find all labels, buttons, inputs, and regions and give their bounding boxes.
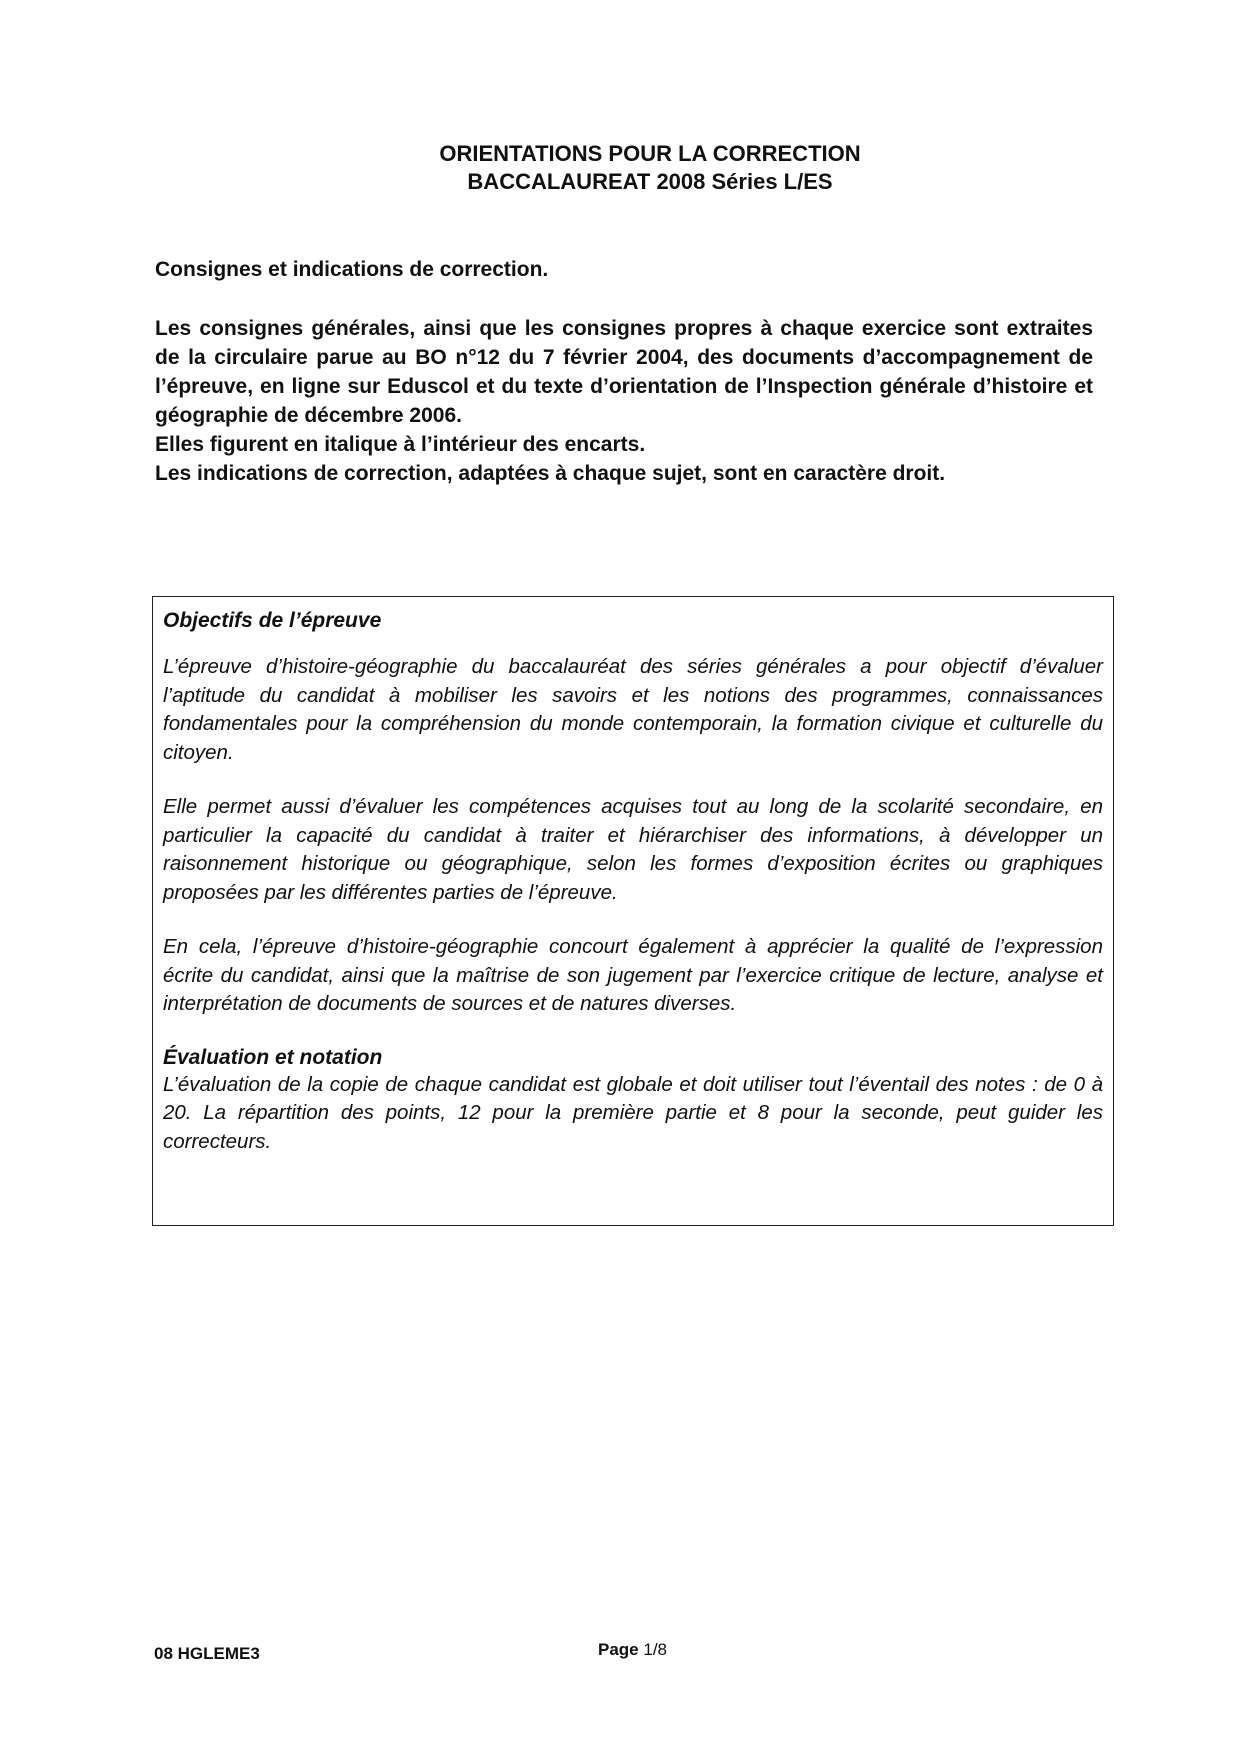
- encart-paragraph: Elle permet aussi d’évaluer les compétences acquises tout au long de la scolarité secondaire, en particulier la capacité du candidat à traiter et hiérarchiser des informations, à développer un raisonnement historique ou géographique, selon les formes d’exposition écrites ou graphiques proposées par les différentes parties de l’épreuve.: [163, 795, 1103, 904]
- title-line-1: ORIENTATIONS POUR LA CORRECTION: [439, 141, 861, 166]
- document-code: 08 HGLEME3: [154, 1644, 260, 1663]
- section-heading: Consignes et indications de correction.: [155, 258, 549, 281]
- encart-paragraph: L’épreuve d’histoire-géographie du baccalauréat des séries générales a pour objectif d’évaluer l’aptitude du candidat à mobiliser les savoirs et les notions des programmes, connaissances fondamentales pour la compréhension du monde contemporain, la formation civique et culturelle du citoyen.: [163, 655, 1103, 764]
- page-indicator: [598, 1640, 667, 1660]
- encart-subtitle: Évaluation et notation: [163, 1045, 383, 1069]
- encart-paragraph: L’évaluation de la copie de chaque candidat est globale et doit utiliser tout l’éventail des notes : de 0 à 20. La répartition des points, 12 pour la première partie et 8 pour la seconde, peut guider les correcteurs.: [163, 1072, 1103, 1153]
- intro-paragraph: Les indications de correction, adaptées à chaque sujet, sont en caractère droit.: [155, 462, 946, 485]
- intro-text: [155, 314, 1093, 488]
- intro-paragraph: Elles figurent en italique à l’intérieur des encarts.: [155, 433, 646, 456]
- page-label: Page: [598, 1640, 639, 1659]
- encart-title: Objectifs de l’épreuve: [163, 609, 382, 632]
- encart-box: [152, 596, 1114, 1226]
- page-title: [370, 140, 930, 196]
- encart-paragraph: En cela, l’épreuve d’histoire-géographie concourt également à apprécier la qualité de l’expression écrite du candidat, ainsi que la maîtrise de son jugement par l’exercice critique de lecture, analyse et interprétation de documents de sources et de natures diverses.: [163, 935, 1103, 1015]
- title-line-2: BACCALAUREAT 2008 Séries L/ES: [467, 169, 833, 194]
- page-number: 1/8: [643, 1640, 668, 1659]
- intro-paragraph: Les consignes générales, ainsi que les consignes propres à chaque exercice sont extraites de la circulaire parue au BO n°12 du 7 février 2004, des documents d’accompagnement de l’épreuve, en ligne sur Eduscol et du texte d’orientation de l’Inspection générale d’histoire et géographie de décembre 2006.: [155, 317, 1093, 427]
